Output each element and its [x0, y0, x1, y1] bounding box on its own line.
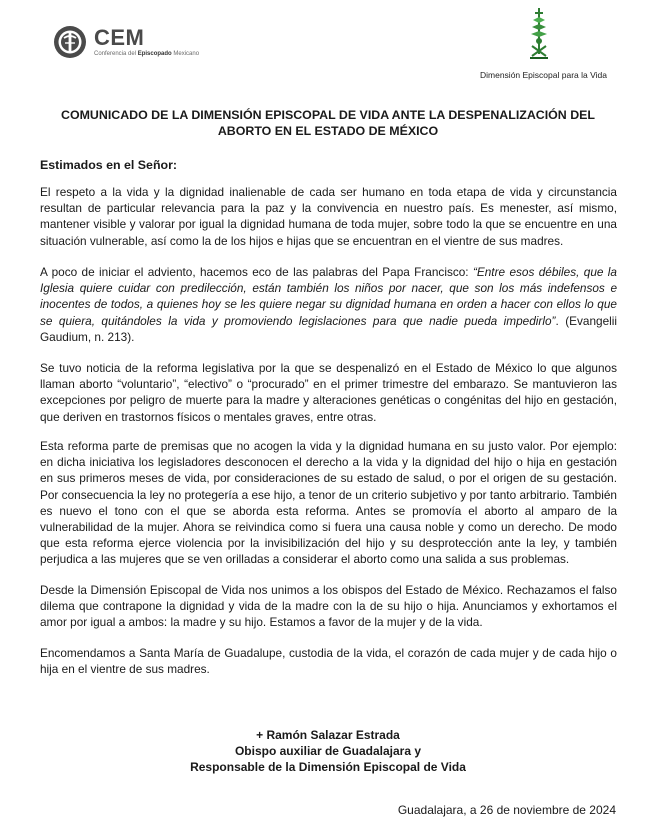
cem-abbreviation: CEM	[94, 25, 145, 50]
dimension-caption: Dimensión Episcopal para la Vida	[480, 70, 607, 80]
dimension-vida-emblem-icon	[524, 6, 554, 62]
cem-full-bold: Episcopado	[137, 51, 172, 57]
cem-full-prefix: Conferencia del	[94, 51, 138, 57]
cem-emblem-icon	[52, 24, 88, 60]
cem-logo	[52, 24, 242, 60]
cem-text	[94, 27, 199, 57]
greeting: Estimados en el Señor:	[40, 158, 178, 172]
signatory-name: + Ramón Salazar Estrada	[256, 728, 400, 742]
document-title	[40, 107, 616, 139]
paragraph-2-intro: A poco de iniciar el adviento, hacemos eco de las palabras del Papa Francisco:	[40, 265, 473, 279]
title-line-2: ABORTO EN EL ESTADO DE MÉXICO	[217, 124, 439, 138]
signatory-role-line-1: Obispo auxiliar de Guadalajara y	[234, 744, 422, 758]
cem-full-suffix: Mexicano	[171, 51, 200, 57]
paragraph-5: Desde la Dimensión Episcopal de Vida nos unimos a los obispos del Estado de México. Rechazamos el falso dilema que contrapone la dignidad y vida de la madre con la de su hijo o hija. Anunciamos y exhortamos el amor por igual a ambos: la madre y su hijo. Estamos a favor de la mujer y de la vida.	[40, 583, 617, 630]
place-and-date: Guadalajara, a 26 de noviembre de 2024	[397, 803, 616, 817]
paragraph-4: Esta reforma parte de premisas que no acogen la vida y la dignidad humana en su justo valor. Por ejemplo: en dicha iniciativa los legisladores desconocen el derecho a la vida y la dignidad del hijo o hija en gestación en sus primeros meses de vida, por consideraciones de su estado de salud, o por el origen de su gestación. Por consecuencia la ley no protegería a ese hijo, a tenor de un criterio subjetivo y por tanto arbitrario. También es nuevo el tono con el que se aborda esta reforma. Antes se promovía el aborto al amparo de la vulnerabilidad de la mujer. Ahora se reivindica como si fuera una causa noble y como un derecho. De modo que esta reforma ejerce violencia por la invisibilización del hijo y su desprotección ante la ley, y también perjudica a las mujeres que se ven orilladas a considerar el aborto como una salida a sus problemas.	[40, 439, 617, 567]
quote-reference: . (Evangelii Gaudium, n. 213).	[40, 313, 617, 344]
title-line-1: COMUNICADO DE LA DIMENSIÓN EPISCOPAL DE VIDA ANTE LA DESPENALIZACIÓN DEL	[61, 108, 595, 122]
paragraph-1: El respeto a la vida y la dignidad inalienable de cada ser humano en toda etapa de vida y circunstancia resultan de particular relevancia para la paz y la convivencia en nuestro país. Es menester, así mismo, mantener visible y valorar por igual la dignidad humana de toda mujer, sobre todo la que se encuentre en una situación vulnerable, así como la de los hijos e hijas que se encuentran en el vientre de sus madres.	[40, 185, 617, 248]
signature-block	[40, 727, 616, 775]
paragraph-3: Se tuvo noticia de la reforma legislativa por la que se despenalizó en el Estado de México lo que algunos llaman aborto “voluntario”, “electivo” o “procurado” en el primer trimestre del embarazo. Se mantuvieron las excepciones por peligro de muerte para la madre y alteraciones genéticas o congénitas del hijo en gestación, que deriven en trastornos físicos o mentales graves, entre otras.	[40, 361, 617, 424]
signatory-role-line-2: Responsable de la Dimensión Episcopal de Vida	[190, 760, 466, 774]
paragraph-6: Encomendamos a Santa María de Guadalupe, custodia de la vida, el corazón de cada mujer y de cada hijo o hija en el vientre de sus madres.	[40, 646, 617, 677]
cem-full-name	[94, 51, 199, 57]
paragraph-2	[40, 264, 617, 345]
papal-quote: “Entre esos débiles, que la Iglesia quiere cuidar con predilección, están también los niños por nacer, que son los más indefensos e inocentes de todos, a quienes hoy se les quiere negar su dignidad humana en orden a hacer con ellos lo que se quiera, quitándoles la vida y promoviendo legislaciones para que nadie pueda impedirlo”	[40, 265, 617, 328]
